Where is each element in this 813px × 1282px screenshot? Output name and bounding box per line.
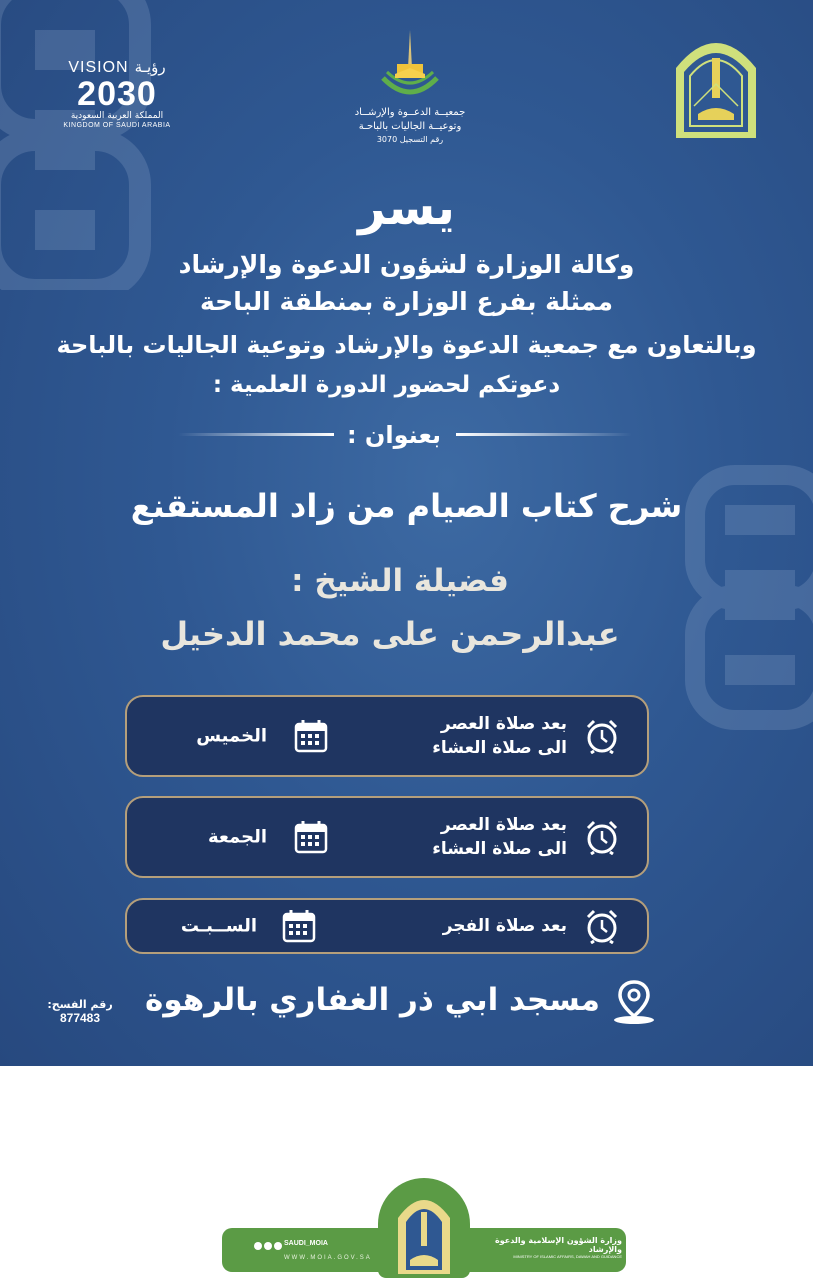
footer-handle: SAUDI_MOIA: [284, 1240, 328, 1247]
permit-number: 877483: [59, 1011, 101, 1025]
instagram-icon: [264, 1242, 272, 1250]
schedule-time-line1: بعد صلاة العصر: [440, 815, 567, 835]
alarm-clock-icon: [585, 908, 619, 944]
permit-block: [40, 998, 120, 1025]
kingdom-english: KINGDOM OF SAUDI ARABIA: [63, 122, 171, 129]
location-pin-icon: [612, 978, 656, 1026]
footer-ministry-text: [482, 1236, 622, 1259]
schedule-time: [432, 813, 567, 861]
youtube-icon: [274, 1242, 282, 1250]
schedule-time-line2: الى صلاة العشاء: [432, 839, 567, 859]
association-name-line1: جمعيــة الدعــوة والإرشــاد: [354, 107, 466, 118]
association-name-line2: وتوعيــة الجاليات بالباحـة: [358, 121, 462, 132]
social-icons: [254, 1242, 282, 1250]
schedule-day: الســبـت: [180, 915, 257, 937]
kingdom-arabic: المملكة العربية السعودية: [70, 111, 164, 121]
calendar-icon: [293, 819, 329, 855]
vision-year: 2030: [77, 75, 157, 113]
association-logo: [345, 28, 475, 146]
ministry-emblem-icon: [672, 28, 760, 142]
schedule-time-line1: بعد صلاة الفجر: [442, 916, 567, 936]
intro-line-3: وبالتعاون مع جمعية الدعوة والإرشاد وتوعية الجاليات بالباحة: [56, 331, 757, 359]
schedule-time: [432, 712, 567, 760]
intro-line-2: ممثلة بفرع الوزارة بمنطقة الباحة: [200, 287, 613, 316]
calendar-icon: [281, 908, 317, 944]
course-title: شرح كتاب الصيام من زاد المستقنع: [130, 487, 683, 525]
mosque-location: مسجد ابي ذر الغفاري بالرهوة: [145, 982, 600, 1018]
schedule-day: الجمعة: [207, 826, 267, 848]
footer-ministry-english: MINISTRY OF ISLAMIC AFFAIRS, DAWAH AND GUIDANCE: [513, 1254, 622, 1259]
association-emblem-icon: [375, 28, 445, 102]
ministry-emblem-icon: [378, 1178, 470, 1278]
headline: يسر: [358, 180, 455, 236]
schedule-time-line1: بعد صلاة العصر: [440, 714, 567, 734]
alarm-clock-icon: [585, 819, 619, 855]
footer-website: WWW.MOIA.GOV.SA: [284, 1255, 372, 1261]
twitter-icon: [254, 1242, 262, 1250]
schedule-time: [443, 914, 567, 938]
vision-arabic-label: رؤيـة: [134, 58, 166, 76]
intro-line-1: وكالة الوزارة لشؤون الدعوة والإرشاد: [178, 250, 635, 279]
footer-emblem: [378, 1178, 470, 1278]
intro-line-4: دعوتكم لحضور الدورة العلمية :: [212, 372, 561, 398]
topic-divider-right: [456, 433, 632, 436]
permit-label: رقم الفسح:: [47, 998, 113, 1011]
footer-ministry-arabic: وزارة الشؤون الإسلامية والدعوة والإرشاد: [495, 1236, 622, 1254]
vision-2030-logo: [58, 58, 176, 129]
vision-label: VISION: [68, 59, 129, 76]
schedule-row: [125, 898, 649, 954]
schedule-row: [125, 695, 649, 777]
sheikh-label: فضيلة الشيخ :: [291, 563, 509, 599]
association-registration: رقم التسجيل 3070: [376, 135, 444, 144]
topic-divider-left: [178, 433, 334, 436]
schedule-time-line2: الى صلاة العشاء: [432, 738, 567, 758]
schedule-day: الخميس: [196, 725, 267, 747]
sheikh-name: عبدالرحمن على محمد الدخيل: [160, 615, 620, 653]
calendar-icon: [293, 718, 329, 754]
schedule-row: [125, 796, 649, 878]
alarm-clock-icon: [585, 718, 619, 754]
topic-label: بعنوان :: [346, 421, 442, 449]
